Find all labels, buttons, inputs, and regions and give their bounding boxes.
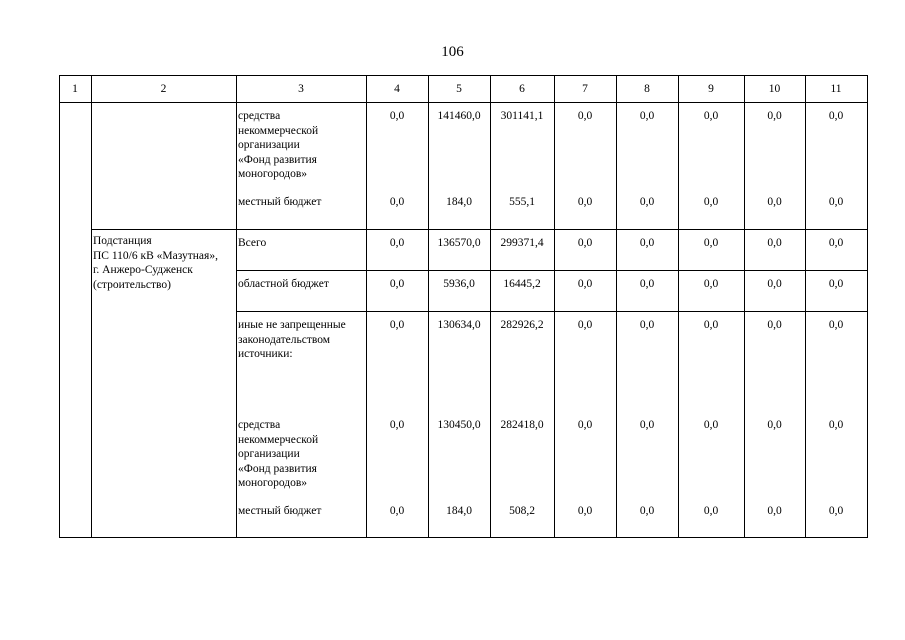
value-cell: 0,0 <box>828 278 844 290</box>
column-header: 4 <box>394 83 400 95</box>
table-border-top <box>59 75 868 76</box>
value-cell: 0,0 <box>577 237 593 249</box>
value-cell: 0,0 <box>577 419 593 431</box>
value-cell: 0,0 <box>639 278 655 290</box>
value-cell: 0,0 <box>577 505 593 517</box>
value-cell: 0,0 <box>828 110 844 122</box>
value-cell: 0,0 <box>639 196 655 208</box>
column-header: 6 <box>519 83 525 95</box>
project-separator <box>91 229 868 230</box>
column-line <box>91 75 92 538</box>
value-cell: 0,0 <box>828 196 844 208</box>
value-cell: 130634,0 <box>437 319 481 331</box>
value-cell: 0,0 <box>767 196 782 208</box>
column-header: 11 <box>830 83 842 95</box>
value-cell: 0,0 <box>703 110 719 122</box>
value-cell: 0,0 <box>828 419 844 431</box>
column-header: 10 <box>768 83 781 95</box>
value-cell: 0,0 <box>767 110 782 122</box>
value-cell: 0,0 <box>703 278 719 290</box>
row-label-line: иные не запрещенные <box>238 319 346 331</box>
value-cell: 130450,0 <box>437 419 481 431</box>
column-header: 2 <box>160 83 167 95</box>
value-cell: 0,0 <box>389 196 405 208</box>
column-header: 9 <box>708 83 714 95</box>
column-line <box>616 75 617 538</box>
header-separator <box>59 102 868 103</box>
column-header: 5 <box>456 83 462 95</box>
value-cell: 0,0 <box>828 319 844 331</box>
value-cell: 0,0 <box>639 319 655 331</box>
row-label-line: моногородов» <box>238 477 308 489</box>
row-label-line: средства <box>238 419 281 431</box>
row-label-line: средства <box>238 110 281 122</box>
row-label-line: «Фонд развития <box>238 153 317 166</box>
row-label-line: организации <box>238 139 300 151</box>
value-cell: 16445,2 <box>503 278 541 290</box>
column-line <box>236 75 237 538</box>
value-cell: 0,0 <box>389 319 405 331</box>
value-cell: 0,0 <box>828 237 844 249</box>
value-cell: 0,0 <box>767 505 782 517</box>
row-label-line: местный бюджет <box>238 196 322 208</box>
value-cell: 299371,4 <box>500 237 544 249</box>
row-label-line: некоммерческой <box>238 433 319 446</box>
value-cell: 0,0 <box>389 278 405 290</box>
value-cell: 0,0 <box>767 278 782 290</box>
project-name-line: г. Анжеро-Судженск <box>93 264 193 276</box>
table-border-bottom <box>59 537 868 538</box>
row-label-line: «Фонд развития <box>238 462 317 475</box>
value-cell: 141460,0 <box>437 110 481 122</box>
value-cell: 0,0 <box>577 196 593 208</box>
row-label-line: местный бюджет <box>238 505 322 517</box>
row-separator <box>236 270 868 271</box>
column-header: 7 <box>582 83 588 95</box>
value-cell: 0,0 <box>767 419 782 431</box>
value-cell: 0,0 <box>389 505 405 517</box>
value-cell: 282418,0 <box>500 419 544 431</box>
value-cell: 301141,1 <box>500 110 544 122</box>
column-line <box>59 75 60 538</box>
column-line <box>366 75 367 538</box>
column-line <box>554 75 555 538</box>
value-cell: 184,0 <box>446 196 472 208</box>
value-cell: 0,0 <box>828 505 844 517</box>
value-cell: 0,0 <box>577 278 593 290</box>
value-cell: 0,0 <box>639 505 655 517</box>
value-cell: 184,0 <box>446 505 472 517</box>
project-name-line: (строительство) <box>93 278 171 291</box>
column-line <box>490 75 491 538</box>
row-label-line: источники: <box>238 348 293 360</box>
value-cell: 136570,0 <box>437 237 481 249</box>
column-line <box>867 75 868 538</box>
value-cell: 0,0 <box>577 110 593 122</box>
row-label-line: некоммерческой <box>238 124 319 137</box>
column-header: 8 <box>644 83 650 95</box>
row-label-line: областной бюджет <box>238 278 329 290</box>
value-cell: 0,0 <box>703 319 719 331</box>
value-cell: 0,0 <box>639 237 655 249</box>
row-label-line: Всего <box>238 237 267 249</box>
column-line <box>805 75 806 538</box>
project-name-line: Подстанция <box>93 235 152 247</box>
value-cell: 508,2 <box>509 505 535 517</box>
column-line <box>428 75 429 538</box>
value-cell: 5936,0 <box>443 278 475 290</box>
page-number: 106 <box>441 44 464 60</box>
value-cell: 0,0 <box>703 196 719 208</box>
column-line <box>744 75 745 538</box>
row-label-line: законодательством <box>238 333 331 346</box>
row-label-line: организации <box>238 448 300 460</box>
value-cell: 0,0 <box>703 237 719 249</box>
value-cell: 282926,2 <box>500 319 544 331</box>
value-cell: 0,0 <box>389 237 405 249</box>
value-cell: 0,0 <box>389 110 405 122</box>
row-separator <box>236 311 868 312</box>
row-label-line: моногородов» <box>238 168 308 180</box>
value-cell: 0,0 <box>389 419 405 431</box>
column-line <box>678 75 679 538</box>
value-cell: 0,0 <box>767 237 782 249</box>
value-cell: 0,0 <box>703 505 719 517</box>
column-header: 3 <box>298 83 304 95</box>
value-cell: 0,0 <box>577 319 593 331</box>
value-cell: 0,0 <box>767 319 782 331</box>
value-cell: 555,1 <box>509 196 535 208</box>
column-header: 1 <box>72 83 78 95</box>
value-cell: 0,0 <box>639 419 655 431</box>
value-cell: 0,0 <box>639 110 655 122</box>
value-cell: 0,0 <box>703 419 719 431</box>
project-name-line: ПС 110/6 кВ «Мазутная», <box>93 249 218 262</box>
